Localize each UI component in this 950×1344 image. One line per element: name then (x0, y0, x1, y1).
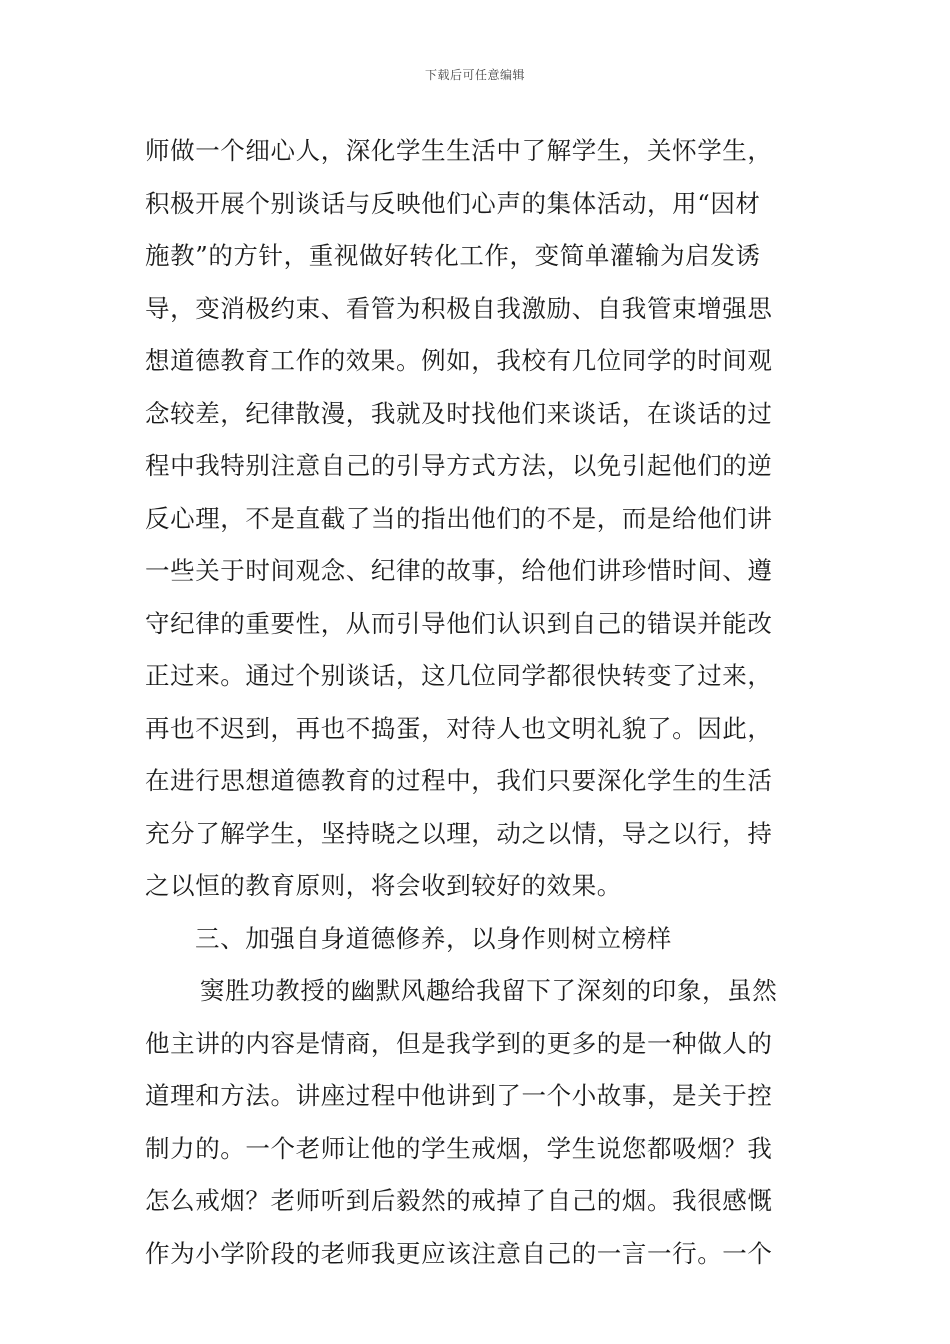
text-line: 积极开展个别谈话与反映他们心声的集体活动，用“因材 (145, 188, 761, 218)
text-line: 程中我特别注意自己的引导方式方法，以免引起他们的逆 (145, 451, 773, 480)
text-line: 再也不迟到，再也不捣蛋，对待人也文明礼貌了。因此， (145, 713, 773, 743)
text-line: 师做一个细心人，深化学生生活中了解学生，关怀学生， (145, 136, 773, 165)
paragraph-first-line: 窦胜功教授的幽默风趣给我留下了深刻的印象，虽然 (200, 976, 778, 1005)
text-line: 一些关于时间观念、纪律的故事，给他们讲珍惜时间、遵 (145, 556, 773, 585)
text-line: 导，变消极约束、看管为积极自我激励、自我管束增强思 (145, 293, 773, 323)
text-line: 正过来。通过个别谈话，这几位同学都很快转变了过来， (145, 661, 773, 690)
text-line: 充分了解学生，坚持晓之以理，动之以情，导之以行，持 (145, 818, 773, 848)
text-line: 之以恒的教育原则，将会收到较好的效果。 (145, 871, 622, 900)
text-line: 他主讲的内容是情商，但是我学到的更多的是一种做人的 (145, 1028, 773, 1058)
text-line: 在进行思想道德教育的过程中，我们只要深化学生的生活 (145, 766, 773, 795)
text-line: 守纪律的重要性，从而引导他们认识到自己的错误并能改 (145, 608, 773, 638)
text-line: 反心理，不是直截了当的指出他们的不是，而是给他们讲 (145, 503, 773, 533)
text-line: 念较差，纪律散漫，我就及时找他们来谈话，在谈话的过 (145, 398, 773, 428)
text-line: 制力的。一个老师让他的学生戒烟，学生说您都吸烟？我 (145, 1133, 773, 1163)
document-body (145, 125, 815, 1280)
text-line: 施教”的方针，重视做好转化工作，变简单灌输为启发诱 (145, 241, 761, 270)
page-header: 下载后可任意编辑 (424, 68, 525, 82)
text-line: 作为小学阶段的老师我更应该注意自己的一言一行。一个 (145, 1238, 773, 1268)
text-line: 道理和方法。讲座过程中他讲到了一个小故事，是关于控 (145, 1081, 773, 1110)
text-line: 怎么戒烟？老师听到后毅然的戒掉了自己的烟。我很感慨 (145, 1186, 773, 1215)
text-line: 想道德教育工作的效果。例如，我校有几位同学的时间观 (145, 346, 773, 375)
section-heading: 三、加强自身道德修养，以身作则树立榜样 (195, 923, 672, 953)
